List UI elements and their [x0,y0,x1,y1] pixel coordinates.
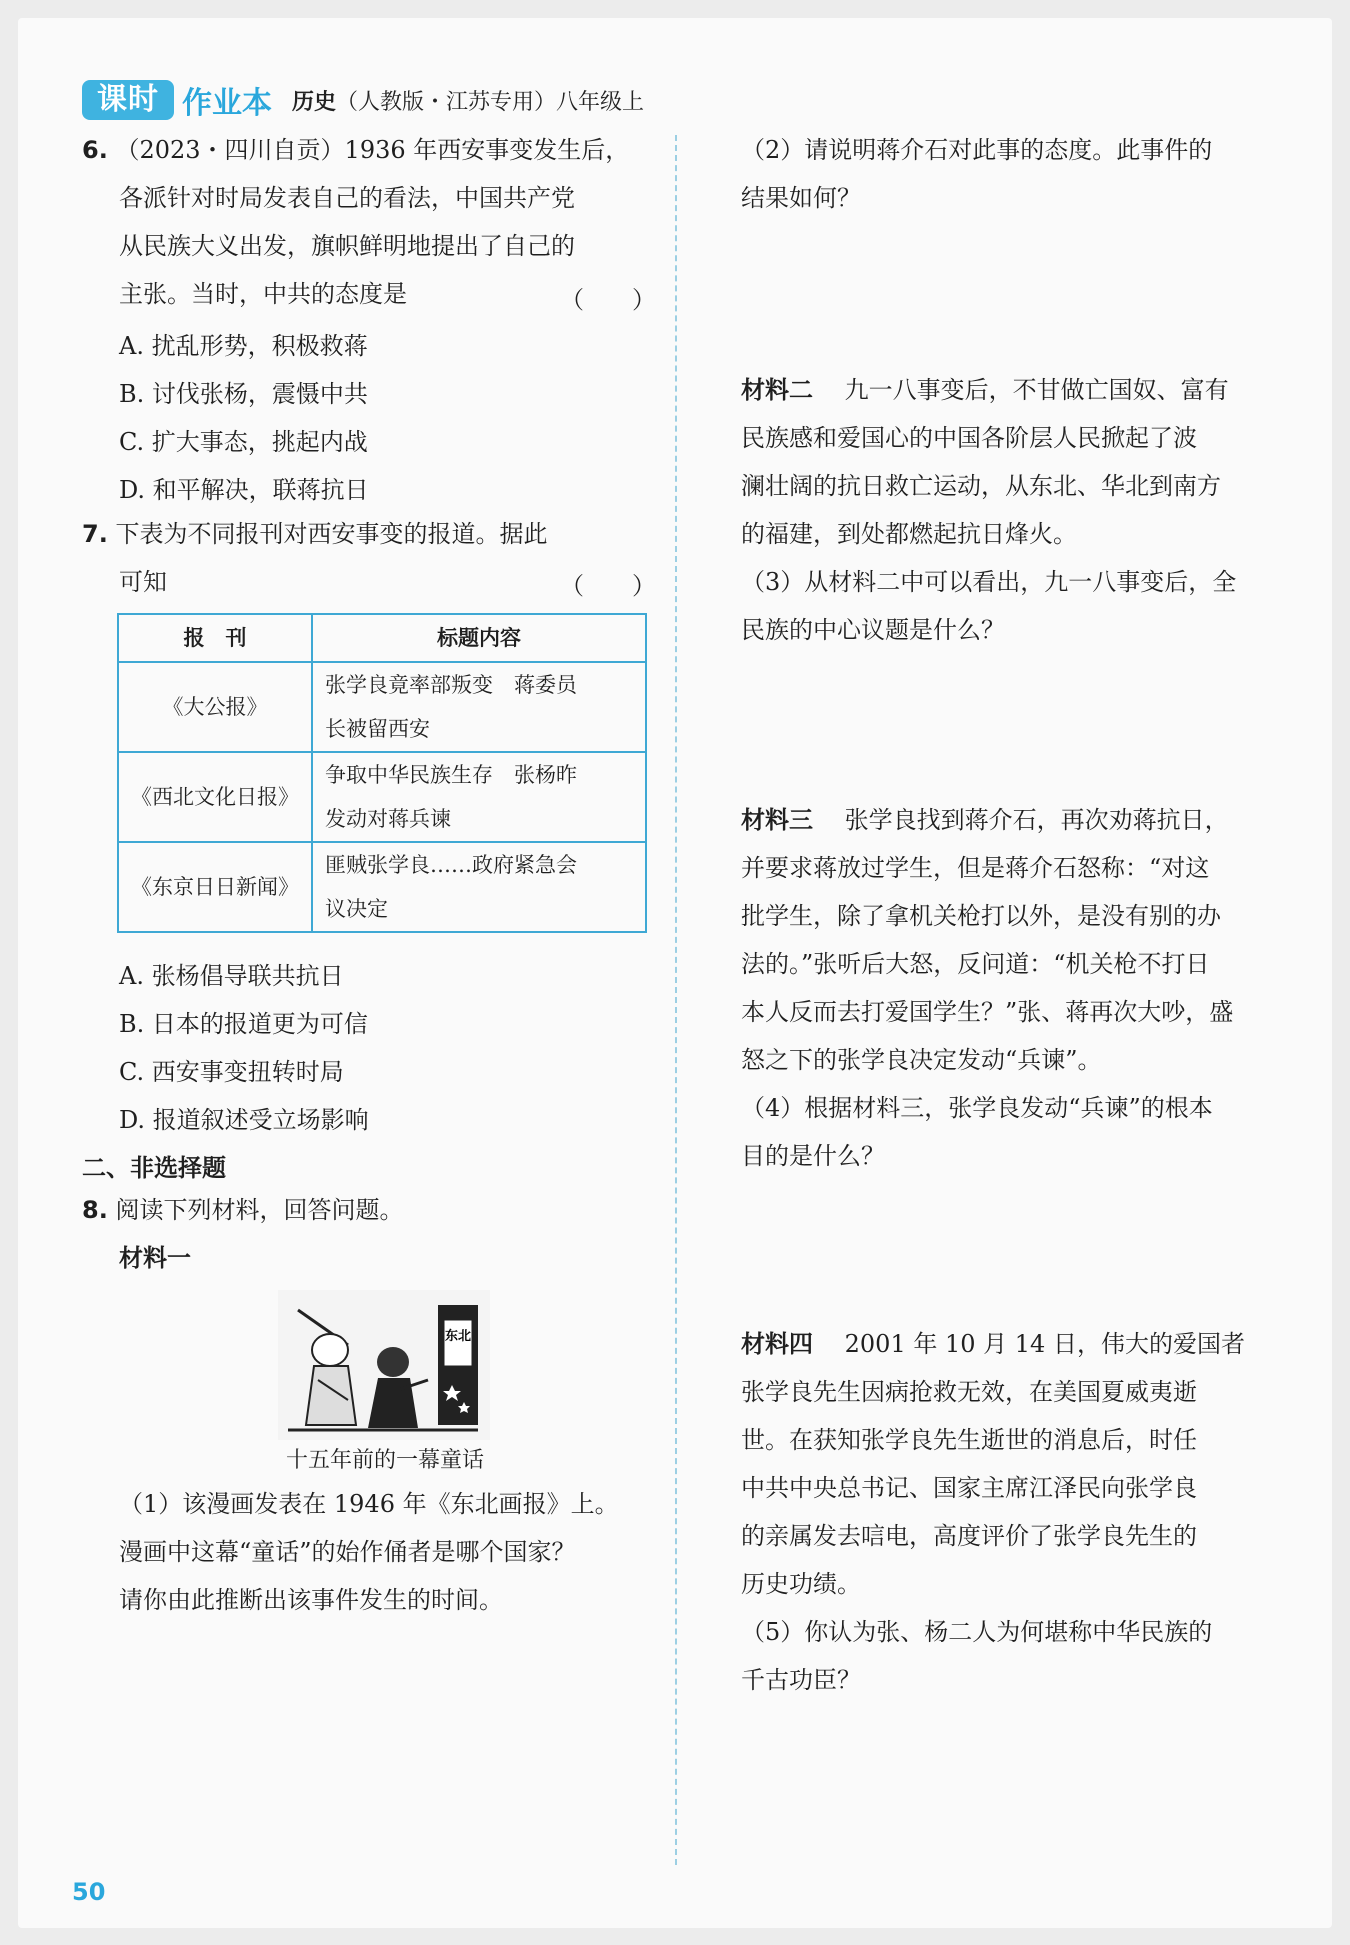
sub5-line: 千古功臣？ [741,1666,861,1694]
headline [312,662,646,752]
q6-option-c: C. 扩大事态，挑起内战 [119,428,368,456]
paper-name: 《西北文化日报》 [118,752,312,842]
q7-option-a: A. 张杨倡导联共抗日 [119,962,344,990]
q7-option-c: C. 西安事变扭转时局 [119,1058,344,1086]
mat4-line: 中共中央总书记、国家主席江泽民向张学良 [741,1474,1197,1502]
q7-line: 下表为不同报刊对西安事变的报道。据此 [115,520,548,548]
mat3-line: 张学良找到蒋介石，再次劝蒋抗日， [844,806,1229,834]
q6-option-b: B. 讨伐张杨，震慑中共 [119,380,368,408]
mat4-line: 的亲属发去唁电，高度评价了张学良先生的 [741,1522,1197,1550]
headline-line: 长被留西安 [325,717,430,741]
sub4-line: （4）根据材料三，张学良发动“兵谏”的根本 [741,1094,1213,1122]
mat2-line: 民族感和爱国心的中国各阶层人民掀起了波 [741,424,1197,452]
header-subject [292,85,644,116]
sub3-line: 民族的中心议题是什么？ [741,616,1005,644]
header-paper: 报 刊 [118,614,312,662]
sub4-line: 目的是什么？ [741,1142,885,1170]
headline-line: 匪贼张学良……政府紧急会 [325,853,577,877]
mat3-line: 并要求蒋放过学生，但是蒋介石怒称：“对这 [741,854,1210,882]
headline-line: 发动对蒋兵谏 [325,807,451,831]
q6-option-d: D. 和平解决，联蒋抗日 [119,476,369,504]
logo-ke: 课时 [82,80,174,120]
sub-question-1 [119,1480,619,1624]
cartoon-sign-text: 东北 [444,1329,472,1344]
mat4-line: 历史功绩。 [741,1570,861,1598]
sub2-line: （2）请说明蒋介石对此事的态度。此事件的 [741,136,1213,164]
material-4-label: 材料四 [741,1330,813,1358]
page-header [82,78,644,122]
material-3-label: 材料三 [741,806,813,834]
material-2-label: 材料二 [741,376,813,404]
mat4-line: 张学良先生因病抢救无效，在美国夏威夷逝 [741,1378,1197,1406]
sub5-line: （5）你认为张、杨二人为何堪称中华民族的 [741,1618,1213,1646]
mat3-line: 法的。”张听后大怒，反问道：“机关枪不打日 [741,950,1210,978]
column-divider [675,135,677,1865]
table-row [118,662,646,752]
question-8-stem [82,1186,403,1282]
table-header-row [118,614,646,662]
table-row [118,752,646,842]
mat3-line: 本人反而去打爱国学生？”张、蒋再次大吵，盛 [741,998,1234,1026]
subject-name: 历史 [292,89,337,115]
question-6-stem [82,126,629,318]
sub3-line: （3）从材料二中可以看出，九一八事变后，全 [741,568,1237,596]
q6-line: 从民族大义出发，旗帜鲜明地提出了自己的 [119,232,575,260]
material-2 [741,366,1236,654]
material-1-label: 材料一 [119,1244,191,1272]
mat2-line: 澜壮阔的抗日救亡运动，从东北、华北到南方 [741,472,1221,500]
cartoon-illustration [278,1290,490,1440]
sub1-line: 请你由此推断出该事件发生的时间。 [119,1586,503,1614]
answer-bracket: （ ） [560,286,656,314]
question-7-number: 7. [82,520,108,548]
paper-name: 《大公报》 [118,662,312,752]
newspaper-table [117,613,647,933]
q6-option-a: A. 扰乱形势，积极救蒋 [119,332,368,360]
q6-line: （2023・四川自贡）1936 年西安事变发生后， [115,136,630,164]
paper-name: 《东京日日新闻》 [118,842,312,932]
material-4 [741,1320,1245,1704]
sub1-line: 漫画中这幕“童话”的始作俑者是哪个国家？ [119,1538,576,1566]
mat2-line: 九一八事变后，不甘做亡国奴、富有 [844,376,1229,404]
mat3-line: 怒之下的张学良决定发动“兵谏”。 [741,1046,1102,1074]
section-heading: 二、非选择题 [82,1154,226,1182]
mat2-line: 的福建，到处都燃起抗日烽火。 [741,520,1077,548]
headline-line: 争取中华民族生存 张杨昨 [325,763,577,787]
headline [312,842,646,932]
mat4-line: 2001 年 10 月 14 日，伟大的爱国者 [844,1330,1245,1358]
sub-question-2 [741,126,1212,222]
q8-intro: 阅读下列材料，回答问题。 [115,1196,404,1224]
mat4-line: 世。在获知张学良先生逝世的消息后，时任 [741,1426,1197,1454]
q6-line: 各派针对时局发表自己的看法，中国共产党 [119,184,575,212]
header-title: 标题内容 [312,614,646,662]
headline [312,752,646,842]
sub1-line: （1）该漫画发表在 1946 年《东北画报》上。 [119,1490,619,1518]
mat3-line: 批学生，除了拿机关枪打以外，是没有别的办 [741,902,1221,930]
cartoon-caption: 十五年前的一幕童话 [285,1448,484,1473]
question-7-stem [82,510,547,606]
headline-line: 张学良竟率部叛变 蒋委员 [325,673,577,697]
q7-option-b: B. 日本的报道更为可信 [119,1010,368,1038]
edition-text: （人教版・江苏专用）八年级上 [336,89,645,115]
headline-line: 议决定 [325,897,388,921]
page-number: 50 [72,1878,106,1906]
q7-option-d: D. 报道叙述受立场影响 [119,1106,369,1134]
material-3 [741,796,1233,1180]
question-8-number: 8. [82,1196,108,1224]
question-6-number: 6. [82,136,108,164]
answer-bracket: （ ） [560,572,656,600]
q7-line: 可知 [119,568,167,596]
sub2-line: 结果如何？ [741,184,861,212]
logo-zuoyeben: 作业本 [182,86,272,121]
q6-line: 主张。当时，中共的态度是 [119,280,407,308]
table-row [118,842,646,932]
